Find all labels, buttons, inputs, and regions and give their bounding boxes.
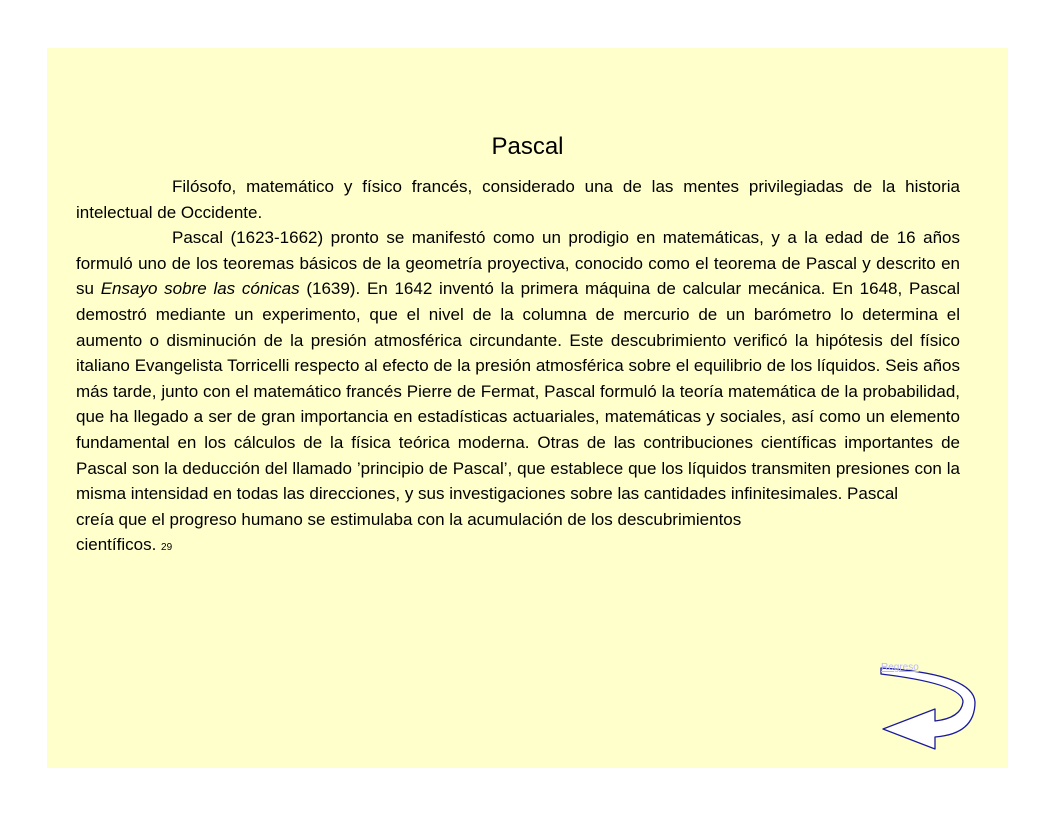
return-link[interactable]: Regreso [881,662,919,673]
paragraph-biography [76,225,960,507]
body-text [76,174,960,561]
paragraph-conclusion-line-1: creía que el progreso humano se estimulaba con la acumulación de los descubrimientos [76,509,742,529]
slide [47,48,1008,768]
paragraph-conclusion [76,507,960,561]
paragraph-biography-text-start: Pascal (1623-1662) pronto se manifestó como un prodigio en matemáticas, y a la edad de 16 años formuló uno de los teoremas básicos de la geometría proyectiva, conocido como el teorema de Pascal y descrito en su [76,228,960,299]
paragraph-conclusion-line-2: científicos. [76,535,162,555]
page-title: Pascal [491,133,564,160]
paragraph-intro: Filósofo, matemático y físico francés, considerado una de las mentes privilegiadas de la historia intelectual de Occidente. [76,177,960,222]
return-button[interactable] [877,658,987,752]
footnote-number: 29 [161,542,173,554]
book-title-italic: Ensayo sobre las cónicas [100,279,300,299]
paragraph-biography-text-end: (1639). En 1642 inventó la primera máquina de calcular mecánica. En 1648, Pascal demostró mediante un experimento, que el nivel de la columna de mercurio de un barómetro lo determina el aumento o disminución de la presión atmosférica circundante. Este descubrimiento verificó la hipótesis del físico italiano Evangelista Torricelli respecto al efecto de la presión atmosférica sobre el equilibrio de los líquidos. Seis años más tarde, junto con el matemático francés Pierre de Fermat, Pascal formuló la teoría matemática de la probabilidad, que ha llegado a ser de gran importancia en estadísticas actuariales, matemáticas y sociales, así como un elemento fundamental en los cálculos de la física teórica moderna. Otras de las contribuciones científicas importantes de Pascal son la deducción del llamado ’principio de Pascal’, que establece que los líquidos transmiten presiones con la misma intensidad en todas las direcciones, y sus investigaciones sobre las cantidades infinitesimales. Pascal [76,279,961,504]
